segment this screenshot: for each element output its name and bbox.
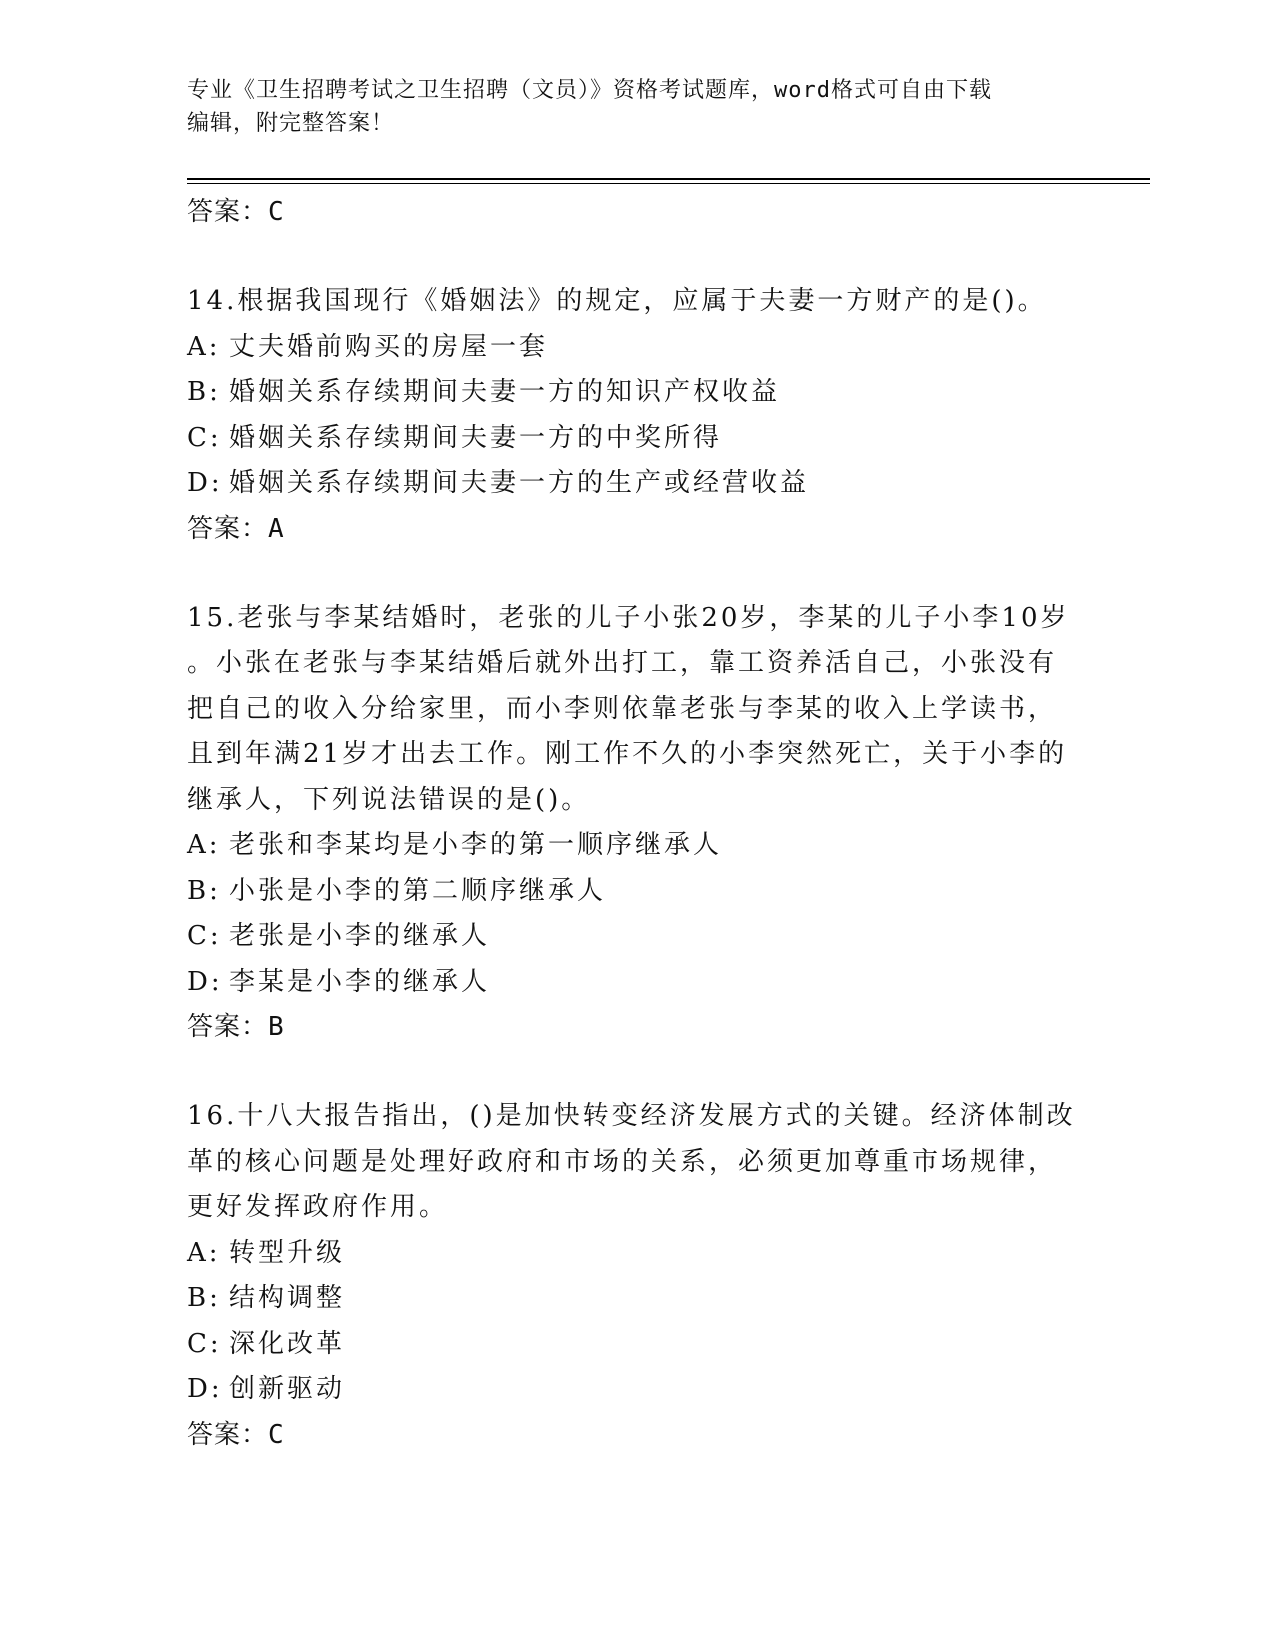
question-15	[187, 596, 1087, 1050]
option-key: B:	[187, 377, 221, 407]
option-key: A:	[187, 331, 221, 362]
question-stem	[187, 1094, 1087, 1231]
option-key: B:	[187, 1283, 221, 1313]
option-text: 婚姻关系存续期间夫妻一方的中奖所得	[229, 422, 723, 453]
option-c	[187, 1322, 1087, 1368]
stem-line: 继承人，下列说法错误的是()。	[187, 784, 591, 815]
option-text: 老张和李某均是小李的第一顺序继承人	[229, 830, 723, 860]
stem-line: 把自己的收入分给家里，而小李则依靠老张与李某的收入上学读书，	[187, 693, 1058, 724]
option-b	[187, 1276, 1087, 1322]
option-key: C:	[187, 422, 222, 453]
stem-line: 且到年满21岁才出去工作。刚工作不久的小李突然死亡，关于小李的	[187, 739, 1068, 769]
option-text: 转型升级	[229, 1237, 346, 1268]
option-text: 结构调整	[229, 1283, 346, 1313]
question-16	[187, 1094, 1087, 1457]
option-key: A:	[187, 830, 221, 860]
option-text: 老张是小李的继承人	[229, 921, 491, 951]
option-key: D:	[187, 1374, 223, 1404]
option-text: 婚姻关系存续期间夫妻一方的生产或经营收益	[229, 468, 810, 498]
option-key: B:	[187, 875, 221, 906]
spacer	[187, 551, 1087, 596]
question-stem: 14.根据我国现行《婚姻法》的规定，应属于夫妻一方财产的是()。	[187, 286, 1047, 316]
header-line-2: 编辑，附完整答案！	[187, 111, 395, 136]
spacer	[187, 234, 1087, 279]
option-d	[187, 1367, 1087, 1413]
stem-line: 革的核心问题是处理好政府和市场的关系，必须更加尊重市场规律，	[187, 1146, 1058, 1177]
stem-line: 15.老张与李某结婚时，老张的儿子小张20岁，李某的儿子小李10岁	[187, 602, 1070, 633]
document-header	[187, 74, 1067, 140]
answer: 答案：B	[187, 1012, 285, 1042]
answer: 答案：C	[187, 1419, 285, 1450]
previous-answer: 答案：C	[187, 197, 285, 227]
header-line-1: 专业《卫生招聘考试之卫生招聘（文员）》资格考试题库，word格式可自由下载	[187, 78, 992, 103]
question-list	[187, 190, 1087, 1457]
header-divider-thin	[187, 183, 1150, 184]
stem-line: 更好发挥政府作用。	[187, 1192, 449, 1222]
stem-line: 。小张在老张与李某结婚后就外出打工，靠工资养活自己，小张没有	[187, 648, 1058, 678]
option-key: C:	[187, 921, 222, 951]
option-a	[187, 1231, 1087, 1277]
question-stem	[187, 596, 1087, 824]
option-text: 深化改革	[229, 1328, 346, 1359]
option-text: 创新驱动	[229, 1374, 346, 1404]
answer: 答案：A	[187, 513, 285, 544]
option-text: 丈夫婚前购买的房屋一套	[229, 331, 549, 362]
option-key: D:	[187, 468, 223, 498]
option-b	[187, 869, 1087, 915]
spacer	[187, 1049, 1087, 1094]
option-d	[187, 461, 1087, 507]
option-c	[187, 914, 1087, 960]
option-text: 小张是小李的第二顺序继承人	[229, 875, 607, 906]
option-a	[187, 325, 1087, 371]
option-a	[187, 823, 1087, 869]
option-text: 李某是小李的继承人	[229, 966, 491, 997]
option-key: A:	[187, 1237, 221, 1268]
option-text: 婚姻关系存续期间夫妻一方的知识产权收益	[229, 377, 781, 407]
option-b	[187, 370, 1087, 416]
question-14	[187, 279, 1087, 551]
option-key: D:	[187, 966, 223, 997]
option-d	[187, 960, 1087, 1006]
header-divider-thick	[187, 178, 1150, 180]
option-key: C:	[187, 1328, 222, 1359]
option-c	[187, 416, 1087, 462]
stem-line: 16.十八大报告指出，()是加快转变经济发展方式的关键。经济体制改	[187, 1101, 1076, 1131]
